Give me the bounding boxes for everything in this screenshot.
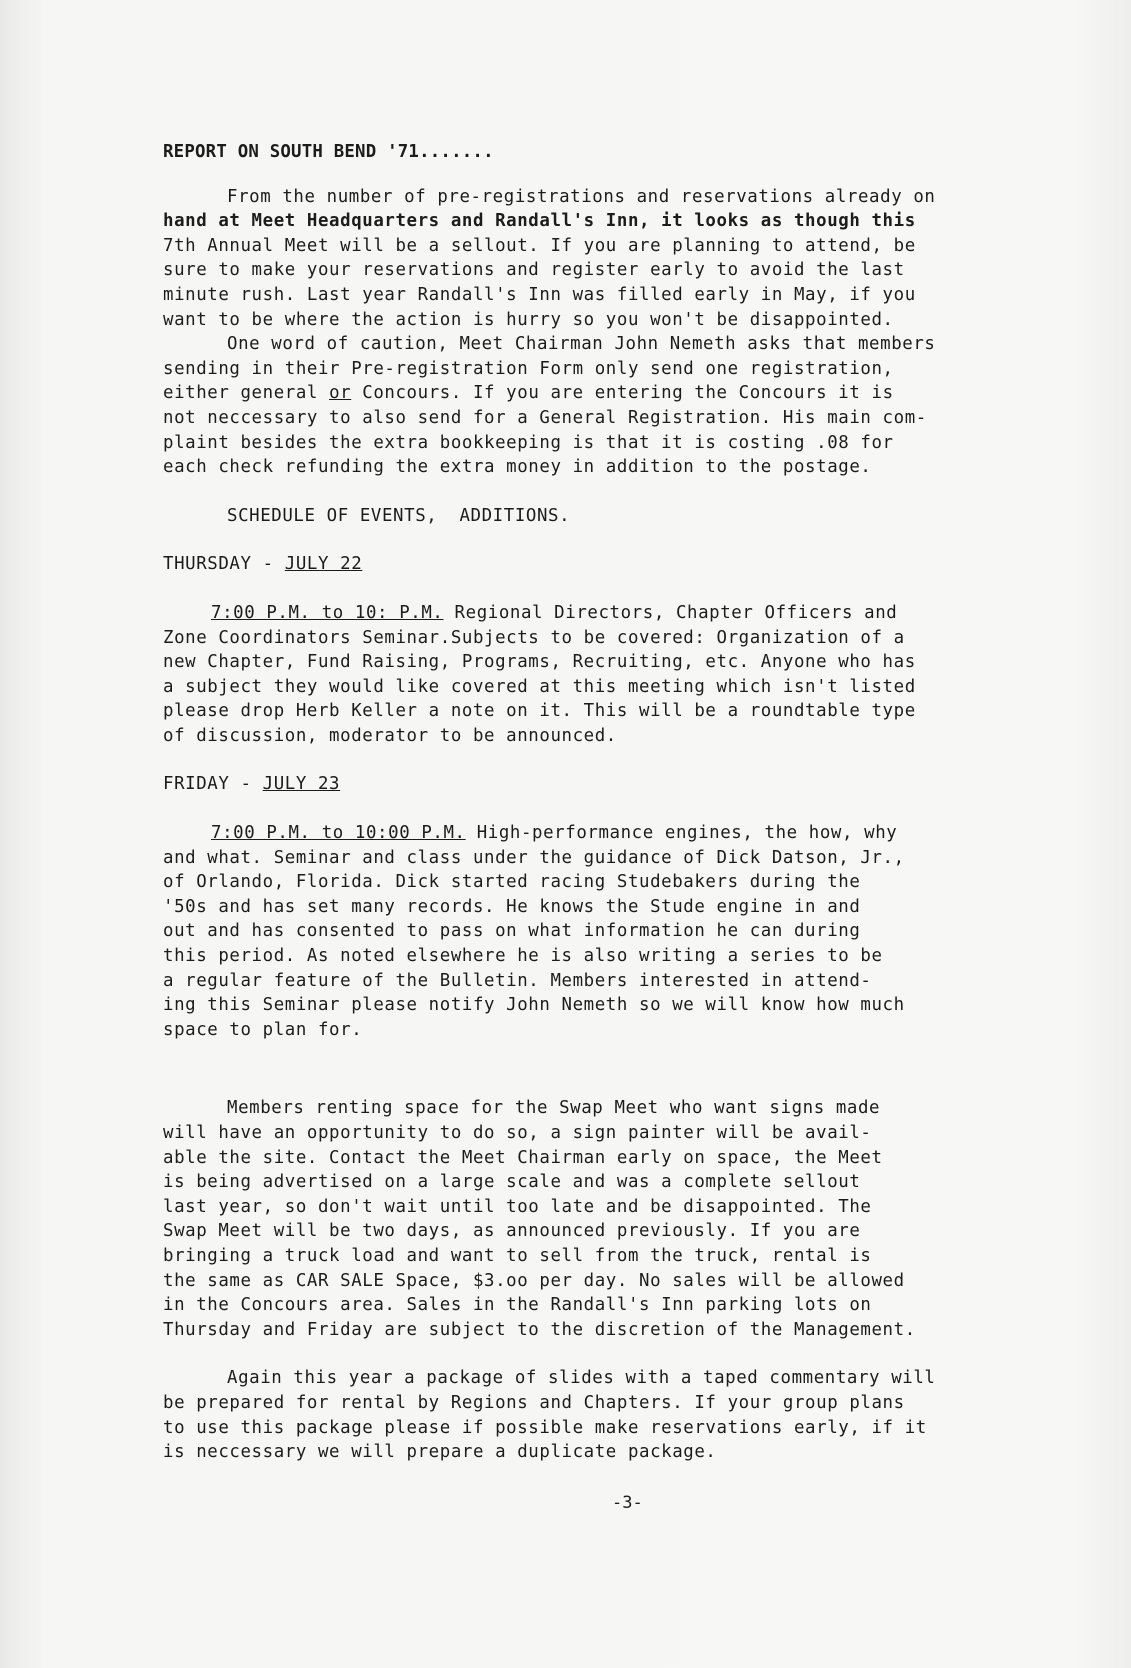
- event-time: 7:00 P.M. to 10:00 P.M.: [211, 823, 466, 844]
- text-line: last year, so don't wait until too late and be disappointed. The: [163, 1196, 872, 1217]
- text-line: want to be where the action is hurry so you won't be disappointed.: [163, 309, 894, 330]
- text-line: out and has consented to pass on what information he can during: [163, 921, 861, 942]
- text-line: '50s and has set many records. He knows the Stude engine in and: [163, 896, 861, 917]
- text-line: From the number of pre-registrations and reservations already on: [227, 186, 936, 207]
- text-line: minute rush. Last year Randall's Inn was filled early in May, if you: [163, 284, 916, 305]
- thursday-heading: [163, 552, 1043, 577]
- text-line: space to plan for.: [163, 1019, 363, 1040]
- thursday-event: [163, 601, 1043, 749]
- text-line: the same as CAR SALE Space, $3.oo per day. No sales will be allowed: [163, 1270, 905, 1291]
- report-title: REPORT ON SOUTH BEND '71.......: [163, 142, 494, 162]
- text-line: new Chapter, Fund Raising, Programs, Recruiting, etc. Anyone who has: [163, 652, 916, 673]
- friday-event: [163, 821, 1043, 1042]
- page-number: -3-: [612, 1493, 643, 1513]
- text-fragment: High-performance engines, the how, why: [465, 823, 898, 844]
- day-date: JULY 22: [284, 554, 363, 575]
- text-line: Thursday and Friday are subject to the discretion of the Management.: [163, 1319, 916, 1340]
- text-line: Again this year a package of slides with a taped commentary will: [227, 1368, 936, 1389]
- text-line: of Orlando, Florida. Dick started racing Studebakers during the: [163, 872, 861, 893]
- schedule-heading: SCHEDULE OF EVENTS, ADDITIONS.: [227, 505, 571, 526]
- text-fragment: either general: [163, 383, 330, 404]
- text-fragment: Concours. If you are entering the Concours it is: [351, 383, 894, 404]
- text-line: is neccessary we will prepare a duplicate package.: [163, 1442, 717, 1463]
- day-label: FRIDAY -: [163, 774, 263, 795]
- friday-heading: [163, 772, 1043, 797]
- text-line: be prepared for rental by Regions and Chapters. If your group plans: [163, 1392, 905, 1413]
- text-line: [163, 601, 1043, 626]
- text-line: ing this Seminar please notify John Nemeth so we will know how much: [163, 995, 905, 1016]
- text-line: 7th Annual Meet will be a sellout. If you are planning to attend, be: [163, 235, 916, 256]
- intro-paragraph-2: [163, 332, 1043, 480]
- text-line: plaint besides the extra bookkeeping is that it is costing .08 for: [163, 432, 894, 453]
- underlined-or: or: [329, 383, 352, 404]
- text-line: Zone Coordinators Seminar.Subjects to be covered: Organization of a: [163, 627, 905, 648]
- text-line: sending in their Pre-registration Form only send one registration,: [163, 358, 894, 379]
- text-fragment: Regional Directors, Chapter Officers and: [443, 602, 898, 623]
- text-line: hand at Meet Headquarters and Randall's Inn, it looks as though this: [163, 211, 916, 232]
- text-line: each check refunding the extra money in addition to the postage.: [163, 457, 872, 478]
- text-line: a regular feature of the Bulletin. Members interested in attend-: [163, 970, 872, 991]
- swap-meet-paragraph: [163, 1096, 1043, 1342]
- text-line: sure to make your reservations and register early to avoid the last: [163, 260, 905, 281]
- text-line: is being advertised on a large scale and was a complete sellout: [163, 1172, 861, 1193]
- text-line: of discussion, moderator to be announced.: [163, 725, 617, 746]
- intro-paragraph-1: [163, 185, 1043, 333]
- text-line: bringing a truck load and want to sell from the truck, rental is: [163, 1245, 872, 1266]
- text-line: to use this package please if possible make reservations early, if it: [163, 1417, 927, 1438]
- text-line: [163, 821, 1043, 846]
- text-line: and what. Seminar and class under the guidance of Dick Datson, Jr.,: [163, 847, 905, 868]
- text-line: able the site. Contact the Meet Chairman early on space, the Meet: [163, 1147, 883, 1168]
- text-line: One word of caution, Meet Chairman John Nemeth asks that members: [227, 334, 936, 355]
- text-line: not neccessary to also send for a General Registration. His main com-: [163, 407, 927, 428]
- text-line: Swap Meet will be two days, as announced previously. If you are: [163, 1221, 861, 1242]
- text-line: a subject they would like covered at this meeting which isn't listed: [163, 676, 916, 697]
- day-date: JULY 23: [262, 774, 341, 795]
- page-content: [163, 140, 1043, 1465]
- slides-paragraph: [163, 1366, 1043, 1464]
- text-line: Members renting space for the Swap Meet who want signs made: [227, 1098, 881, 1119]
- text-line: will have an opportunity to do so, a sign painter will be avail-: [163, 1123, 872, 1143]
- day-label: THURSDAY -: [163, 554, 285, 575]
- text-line: [163, 381, 1043, 406]
- text-line: this period. As noted elsewhere he is also writing a series to be: [163, 946, 883, 967]
- text-line: please drop Herb Keller a note on it. This will be a roundtable type: [163, 701, 916, 722]
- text-line: in the Concours area. Sales in the Randall's Inn parking lots on: [163, 1295, 872, 1316]
- event-time: 7:00 P.M. to 10: P.M.: [211, 602, 444, 623]
